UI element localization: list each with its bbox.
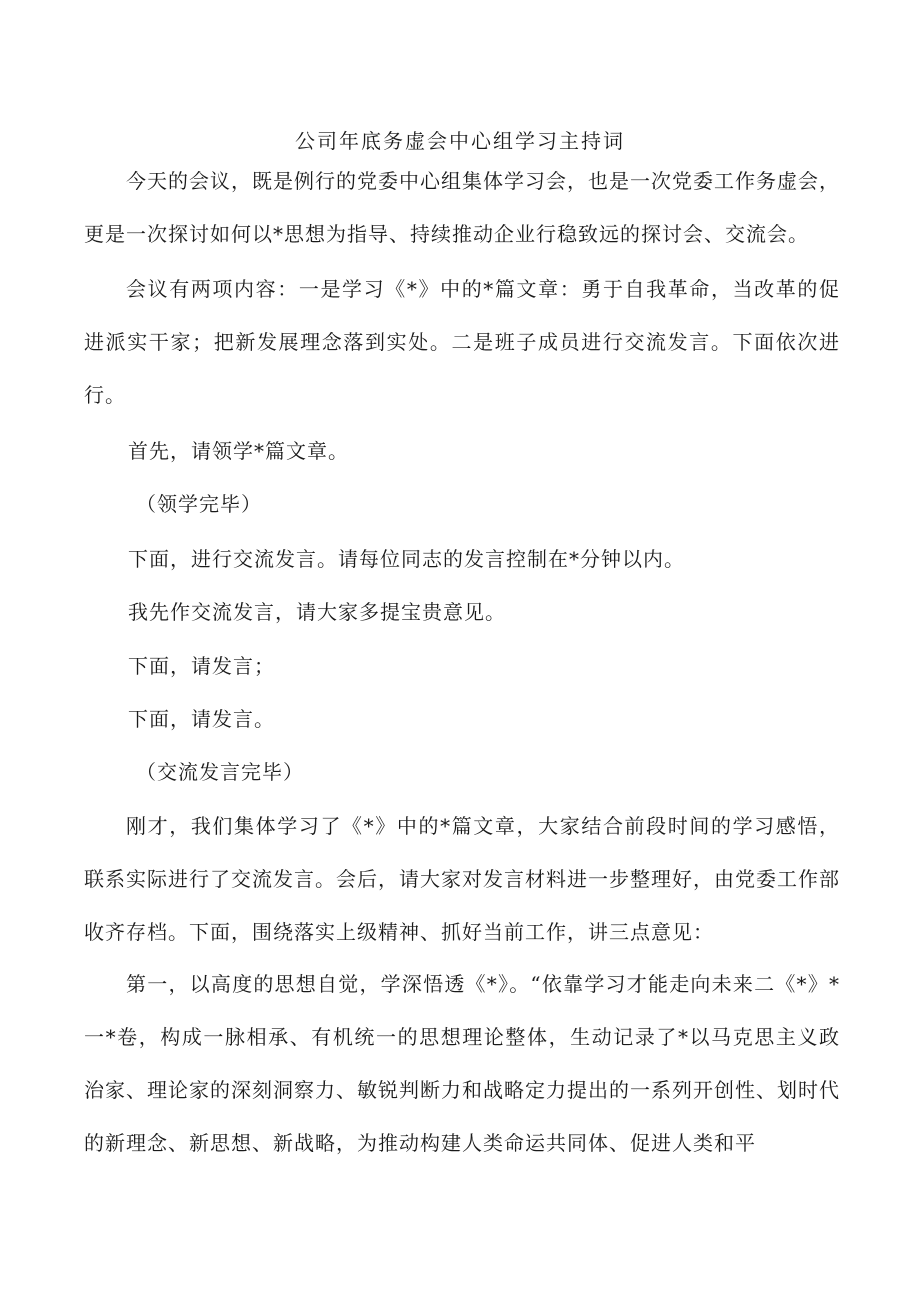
- paragraph-point-one: 第一，以高度的思想自觉，学深悟透《*》。“依靠学习才能走向未来二《*》*一*卷，构成一脉相承、有机统一的思想理论整体，生动记录了*以马克思主义政治家、理论家的深刻洞察力、敏锐判断力和战略定力提出的一系列开创性、划时代的新理念、新思想、新战略，为推动构建人类命运共同体、促进人类和平: [84, 972, 840, 1155]
- line-first-reading: 首先，请领学*篇文章。: [128, 439, 349, 463]
- line-please-speak-2: 下面，请发言。: [128, 707, 275, 731]
- note-reading-done: （领学完毕）: [136, 492, 262, 516]
- note-exchange-done: （交流发言完毕）: [136, 760, 304, 784]
- line-exchange-start: 下面，进行交流发言。请每位同志的发言控制在*分钟以内。: [128, 547, 685, 571]
- paragraph-summary: 刚才，我们集体学习了《*》中的*篇文章，大家结合前段时间的学习感悟，联系实际进行了交流发言。会后，请大家对发言材料进一步整理好，由党委工作部收齐存档。下面，围绕落实上级精神、抓好当前工作，讲三点意见：: [84, 814, 840, 944]
- document-title: 公司年底务虚会中心组学习主持词: [295, 129, 625, 153]
- paragraph-opening: 今天的会议，既是例行的党委中心组集体学习会，也是一次党委工作务虚会，更是一次探讨如何以*思想为指导、持续推动企业行稳致远的探讨会、交流会。: [84, 169, 840, 246]
- line-please-speak-1: 下面，请发言；: [128, 654, 275, 678]
- paragraph-agenda: 会议有两项内容：一是学习《*》中的*篇文章：勇于自我革命，当改革的促进派实干家；把新发展理念落到实处。二是班子成员进行交流发言。下面依次进行。: [84, 277, 840, 407]
- line-self-speech: 我先作交流发言，请大家多提宝贵意见。: [128, 600, 506, 624]
